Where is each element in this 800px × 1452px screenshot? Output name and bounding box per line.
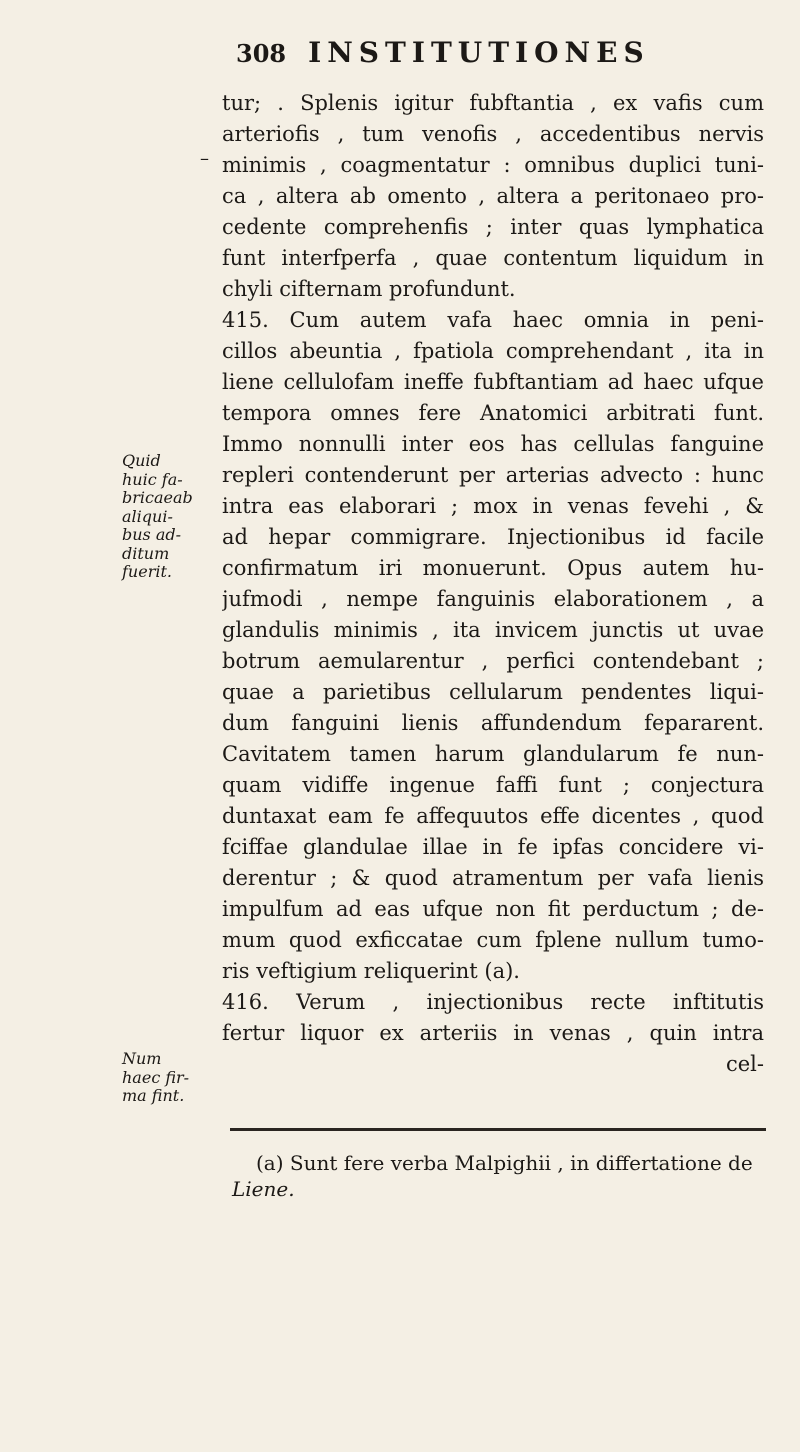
text-line: mum quod exficcatae cum fplene nullum tumo- bbox=[222, 928, 764, 952]
text-line: fertur liquor ex arteriis in venas , quin intra bbox=[222, 1021, 764, 1045]
marginal-dash: – bbox=[200, 148, 209, 169]
page-header bbox=[236, 36, 756, 69]
text-line: glandulis minimis , ita invicem junctis ut uvae bbox=[222, 618, 764, 642]
text-line: Immo nonnulli inter eos has cellulas fanguine bbox=[222, 432, 764, 456]
text-line: jufmodi , nempe fanguinis elaborationem , a bbox=[222, 587, 764, 611]
footnote bbox=[232, 1150, 762, 1202]
margin-note-line: huic fa- bbox=[122, 469, 183, 489]
margin-note-num bbox=[122, 1050, 218, 1106]
text-line: duntaxat eam fe affequutos effe dicentes , quod bbox=[222, 804, 764, 828]
margin-note-line: bricaeab bbox=[122, 488, 193, 507]
text-line: funt interfperfa , quae contentum liquidum in bbox=[222, 246, 764, 270]
text-line: minimis , coagmentatur : omnibus duplici tuni- bbox=[222, 153, 764, 177]
margin-note-line: ditum bbox=[122, 543, 170, 563]
text-line: quae a parietibus cellularum pendentes liqui- bbox=[222, 680, 764, 704]
text-line: derentur ; & quod atramentum per vafa lienis bbox=[222, 866, 764, 890]
margin-note-line: fuerit. bbox=[122, 562, 172, 581]
text-line: impulfum ad eas ufque non fit perductum ; de- bbox=[222, 897, 764, 921]
margin-note-line: Num bbox=[122, 1049, 162, 1068]
margin-note-quid bbox=[122, 452, 218, 582]
text-line: cedente comprehenfis ; inter quas lymphatica bbox=[222, 215, 764, 239]
margin-note-line: bus ad- bbox=[122, 525, 182, 544]
margin-note-line: Quid bbox=[122, 451, 161, 470]
text-line: Cavitatem tamen harum glandularum fe nun- bbox=[222, 742, 764, 766]
text-line-catchword: cel- bbox=[725, 1052, 764, 1076]
text-line: repleri contenderunt per arterias advecto : hunc bbox=[222, 463, 764, 487]
margin-note-line: ma fint. bbox=[122, 1086, 185, 1105]
text-line: ca , altera ab omento , altera a peritonaeo pro- bbox=[222, 184, 764, 208]
text-line: quam vidiffe ingenue faffi funt ; conjectura bbox=[222, 773, 764, 797]
footnote-rule bbox=[230, 1128, 766, 1131]
text-line: tur; . Splenis igitur fubftantia , ex vafis cum bbox=[222, 91, 764, 115]
footnote-line: Liene. bbox=[232, 1177, 295, 1201]
text-line: chyli cifternam profundunt. bbox=[222, 277, 516, 301]
text-line: fciffae glandulae illae in fe ipfas concidere vi- bbox=[222, 835, 764, 859]
text-line: arteriofis , tum venofis , accedentibus nervis bbox=[222, 122, 764, 146]
text-line: dum fanguini lienis affundendum fepararent. bbox=[222, 711, 764, 735]
text-line: botrum aemularentur , perfici contendebant ; bbox=[222, 649, 764, 673]
page-number: 308 bbox=[236, 39, 287, 68]
text-line: 415. Cum autem vafa haec omnia in peni- bbox=[222, 308, 764, 332]
running-title: INSTITUTIONES bbox=[308, 36, 650, 69]
text-line: intra eas elaborari ; mox in venas fevehi , & bbox=[222, 494, 764, 518]
margin-note-line: aliqui- bbox=[122, 506, 173, 526]
text-line: ris veftigium reliquerint (a). bbox=[222, 959, 520, 983]
text-line: confirmatum iri monuerunt. Opus autem hu- bbox=[222, 556, 764, 580]
margin-note-line: haec fir- bbox=[122, 1067, 190, 1087]
text-line: 416. Verum , injectionibus recte inftitutis bbox=[222, 990, 764, 1014]
text-line: ad hepar commigrare. Injectionibus id facile bbox=[222, 525, 764, 549]
body-text bbox=[222, 88, 764, 1080]
text-line: cillos abeuntia , fpatiola comprehendant , ita in bbox=[222, 339, 764, 363]
text-line: liene cellulofam ineffe fubftantiam ad haec ufque bbox=[222, 370, 764, 394]
text-line: tempora omnes fere Anatomici arbitrati funt. bbox=[222, 401, 764, 425]
footnote-line: (a) Sunt fere verba Malpighii , in differtatione de bbox=[256, 1151, 753, 1175]
